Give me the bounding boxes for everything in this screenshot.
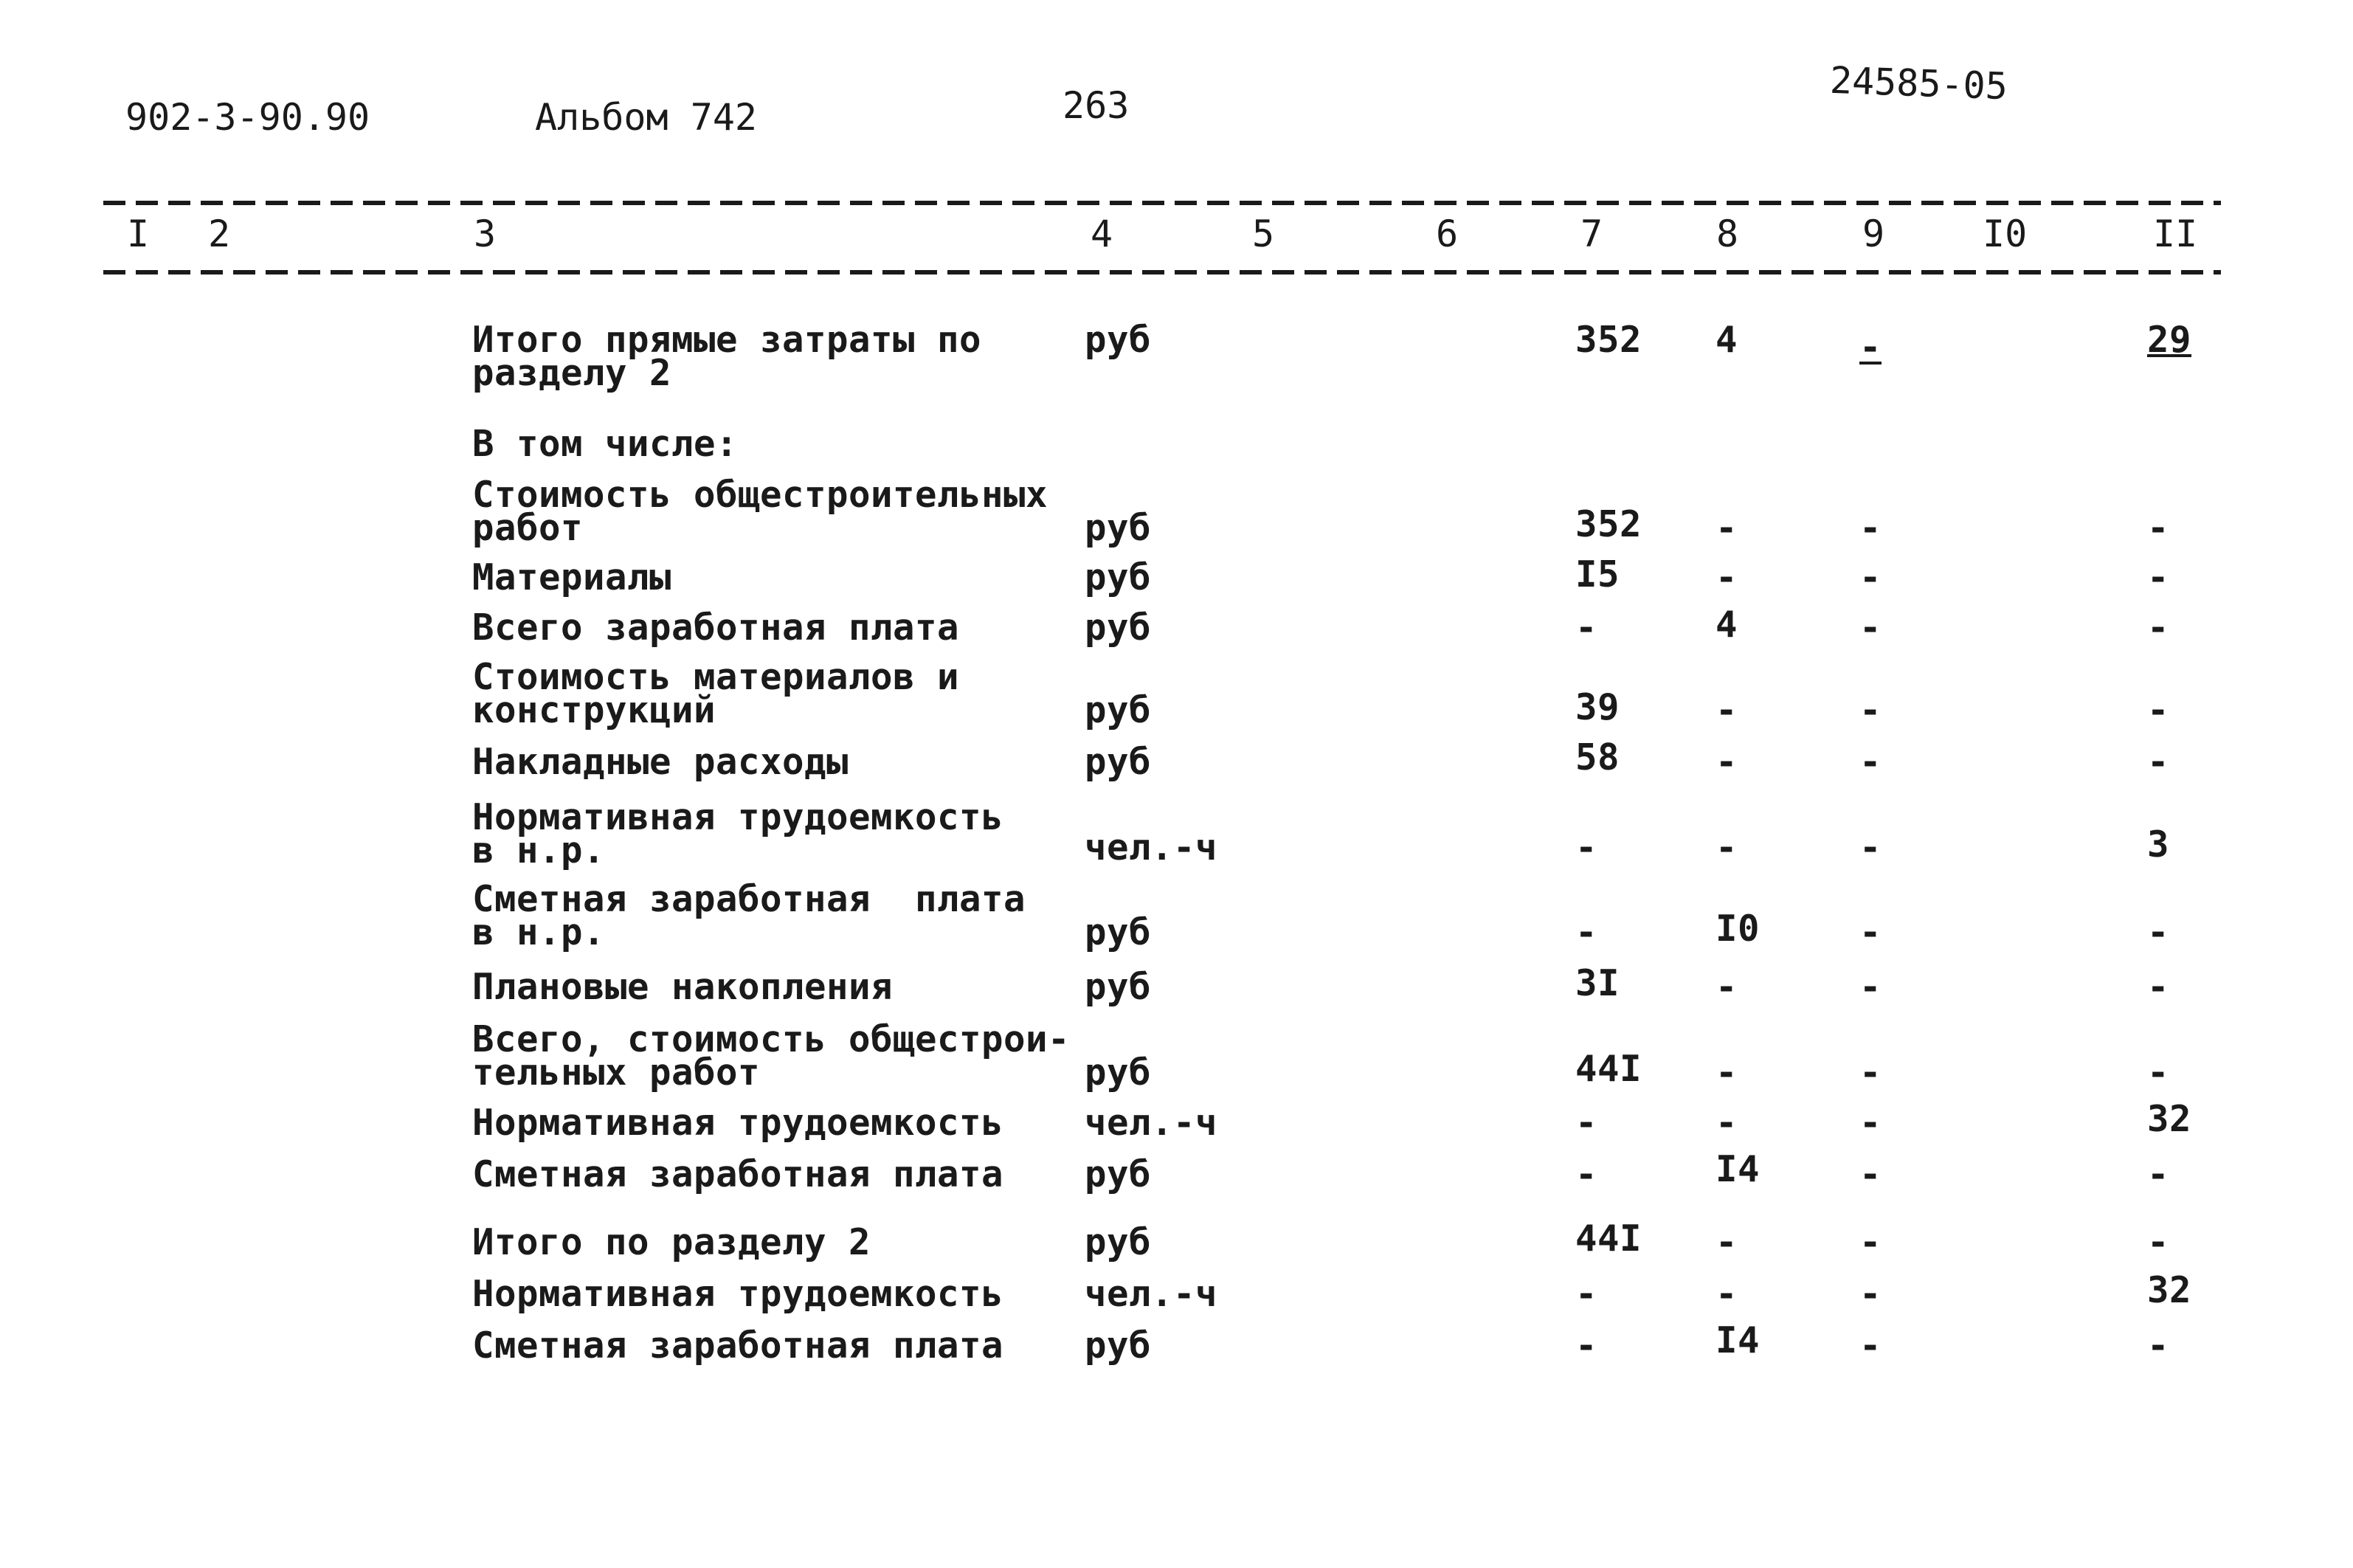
row-label-line: Плановые накопления	[472, 966, 894, 1008]
row-value-col11: -	[2147, 1153, 2170, 1195]
row-value-col8: I4	[1715, 1319, 1761, 1361]
row-unit: чел.-ч	[1085, 1273, 1218, 1315]
row-label-line: Стоимость общестроительных	[472, 474, 1048, 516]
row-value-col8: -	[1715, 966, 1738, 1008]
row-value-col11: 32	[2147, 1269, 2192, 1311]
row-unit: руб	[1085, 911, 1152, 953]
row-value-col8: 4	[1715, 604, 1738, 646]
row-value-col7: -	[1575, 1273, 1598, 1315]
row-value-col8: -	[1715, 826, 1738, 868]
row-unit: руб	[1085, 1324, 1152, 1367]
column-header-2: 2	[208, 213, 231, 255]
row-value-col9: -	[1859, 1324, 1882, 1367]
page-number: 263	[1063, 84, 1130, 127]
row-value-col9: -	[1859, 556, 1882, 598]
row-value-col11: 29	[2147, 319, 2192, 361]
row-value-col11: -	[2147, 966, 2170, 1008]
row-value-col8: -	[1715, 556, 1738, 598]
row-unit: руб	[1085, 689, 1152, 731]
row-label-line: работ	[472, 507, 584, 549]
row-label-line: в н.р.	[472, 829, 606, 871]
row-value-col7: 39	[1575, 686, 1620, 728]
row-value-col7: -	[1575, 1102, 1598, 1144]
row-value-col8: I4	[1715, 1148, 1761, 1190]
column-header-10: I0	[1983, 213, 2028, 255]
row-value-col8: -	[1715, 1051, 1738, 1094]
column-header-1: I	[127, 213, 150, 255]
row-value-col11: -	[2147, 689, 2170, 731]
row-unit: руб	[1085, 507, 1152, 549]
row-label-line: Всего, стоимость общестрои-	[472, 1018, 1071, 1060]
row-value-col7: -	[1575, 911, 1598, 953]
row-value-col9: -	[1859, 1102, 1882, 1144]
header-rule-bottom	[103, 270, 2221, 274]
row-label-line: в н.р.	[472, 911, 606, 953]
row-value-col8: 4	[1715, 319, 1738, 361]
row-unit: руб	[1085, 966, 1152, 1008]
row-label-line: Сметная заработная плата	[472, 1324, 1004, 1367]
row-value-col8: -	[1715, 741, 1738, 783]
row-unit: руб	[1085, 319, 1152, 361]
row-label-line: Нормативная трудоемкость	[472, 796, 1004, 838]
column-header-8: 8	[1716, 213, 1739, 255]
row-value-col11: -	[2147, 556, 2170, 598]
column-header-4: 4	[1091, 213, 1113, 255]
row-label-line: Итого по разделу 2	[472, 1221, 871, 1263]
row-unit: чел.-ч	[1085, 826, 1218, 868]
row-unit: чел.-ч	[1085, 1102, 1218, 1144]
row-value-col9: -	[1859, 326, 1882, 368]
column-header-6: 6	[1436, 213, 1459, 255]
row-label-line: Всего заработная плата	[472, 607, 960, 649]
row-value-col9: -	[1859, 689, 1882, 731]
row-unit: руб	[1085, 607, 1152, 649]
row-label-line: Нормативная трудоемкость	[472, 1273, 1004, 1315]
row-value-col9: -	[1859, 1153, 1882, 1195]
row-value-col9: -	[1859, 741, 1882, 783]
row-value-col11: -	[2147, 507, 2170, 549]
row-label-line: Нормативная трудоемкость	[472, 1102, 1004, 1144]
row-label-line: Материалы	[472, 556, 672, 598]
row-label-line: Стоимость материалов и	[472, 656, 960, 698]
row-value-col8: -	[1715, 1273, 1738, 1315]
row-unit: руб	[1085, 741, 1152, 783]
album-label: Альбом 742	[535, 96, 758, 139]
header-rule-top	[103, 201, 2221, 205]
row-label-line: В том числе:	[472, 423, 739, 465]
row-value-col9: -	[1859, 911, 1882, 953]
row-unit: руб	[1085, 1153, 1152, 1195]
row-value-col9: -	[1859, 1051, 1882, 1094]
row-value-col11: 32	[2147, 1098, 2192, 1140]
row-label-line: Накладные расходы	[472, 741, 849, 783]
row-value-col11: -	[2147, 1221, 2170, 1263]
row-value-col9: -	[1859, 1273, 1882, 1315]
row-value-col11: -	[2147, 1324, 2170, 1367]
row-value-col7: -	[1575, 1153, 1598, 1195]
row-value-col7: -	[1575, 1324, 1598, 1367]
row-value-col8: I0	[1715, 908, 1761, 950]
row-value-col9: -	[1859, 607, 1882, 649]
row-label-line: тельных работ	[472, 1051, 761, 1094]
row-value-col9: -	[1859, 826, 1882, 868]
row-value-col7: 3I	[1575, 962, 1620, 1004]
column-header-3: 3	[474, 213, 497, 255]
row-value-col7: 44I	[1575, 1218, 1642, 1260]
row-value-col7: I5	[1575, 553, 1620, 595]
row-unit: руб	[1085, 556, 1152, 598]
row-label-line: Итого прямые затраты по	[472, 319, 982, 361]
row-value-col7: -	[1575, 826, 1598, 868]
row-label-line: Сметная заработная плата	[472, 1153, 1004, 1195]
row-value-col8: -	[1715, 1102, 1738, 1144]
row-value-col8: -	[1715, 507, 1738, 549]
row-label-line: конструкций	[472, 689, 716, 731]
document-code: 902-3-90.90	[125, 96, 370, 139]
row-value-col9: -	[1859, 966, 1882, 1008]
column-header-7: 7	[1580, 213, 1603, 255]
row-unit: руб	[1085, 1221, 1152, 1263]
row-value-col8: -	[1715, 689, 1738, 731]
column-header-11: II	[2153, 213, 2198, 255]
row-value-col7: 352	[1575, 503, 1642, 545]
row-value-col9: -	[1859, 507, 1882, 549]
row-unit: руб	[1085, 1051, 1152, 1094]
row-value-col7: -	[1575, 607, 1598, 649]
row-value-col8: -	[1715, 1221, 1738, 1263]
row-value-col11: -	[2147, 607, 2170, 649]
row-value-col7: 352	[1575, 319, 1642, 361]
row-value-col7: 58	[1575, 736, 1620, 778]
row-value-col11: -	[2147, 911, 2170, 953]
doc-number: 24585-05	[1829, 58, 2008, 108]
row-label-line: разделу 2	[472, 352, 672, 394]
row-value-col11: 3	[2147, 823, 2170, 866]
row-value-col7: 44I	[1575, 1048, 1642, 1090]
row-label-line: Сметная заработная плата	[472, 878, 1026, 920]
column-header-9: 9	[1862, 213, 1885, 255]
row-value-col9: -	[1859, 1221, 1882, 1263]
row-value-col11: -	[2147, 741, 2170, 783]
row-value-col11: -	[2147, 1051, 2170, 1094]
column-header-5: 5	[1252, 213, 1275, 255]
